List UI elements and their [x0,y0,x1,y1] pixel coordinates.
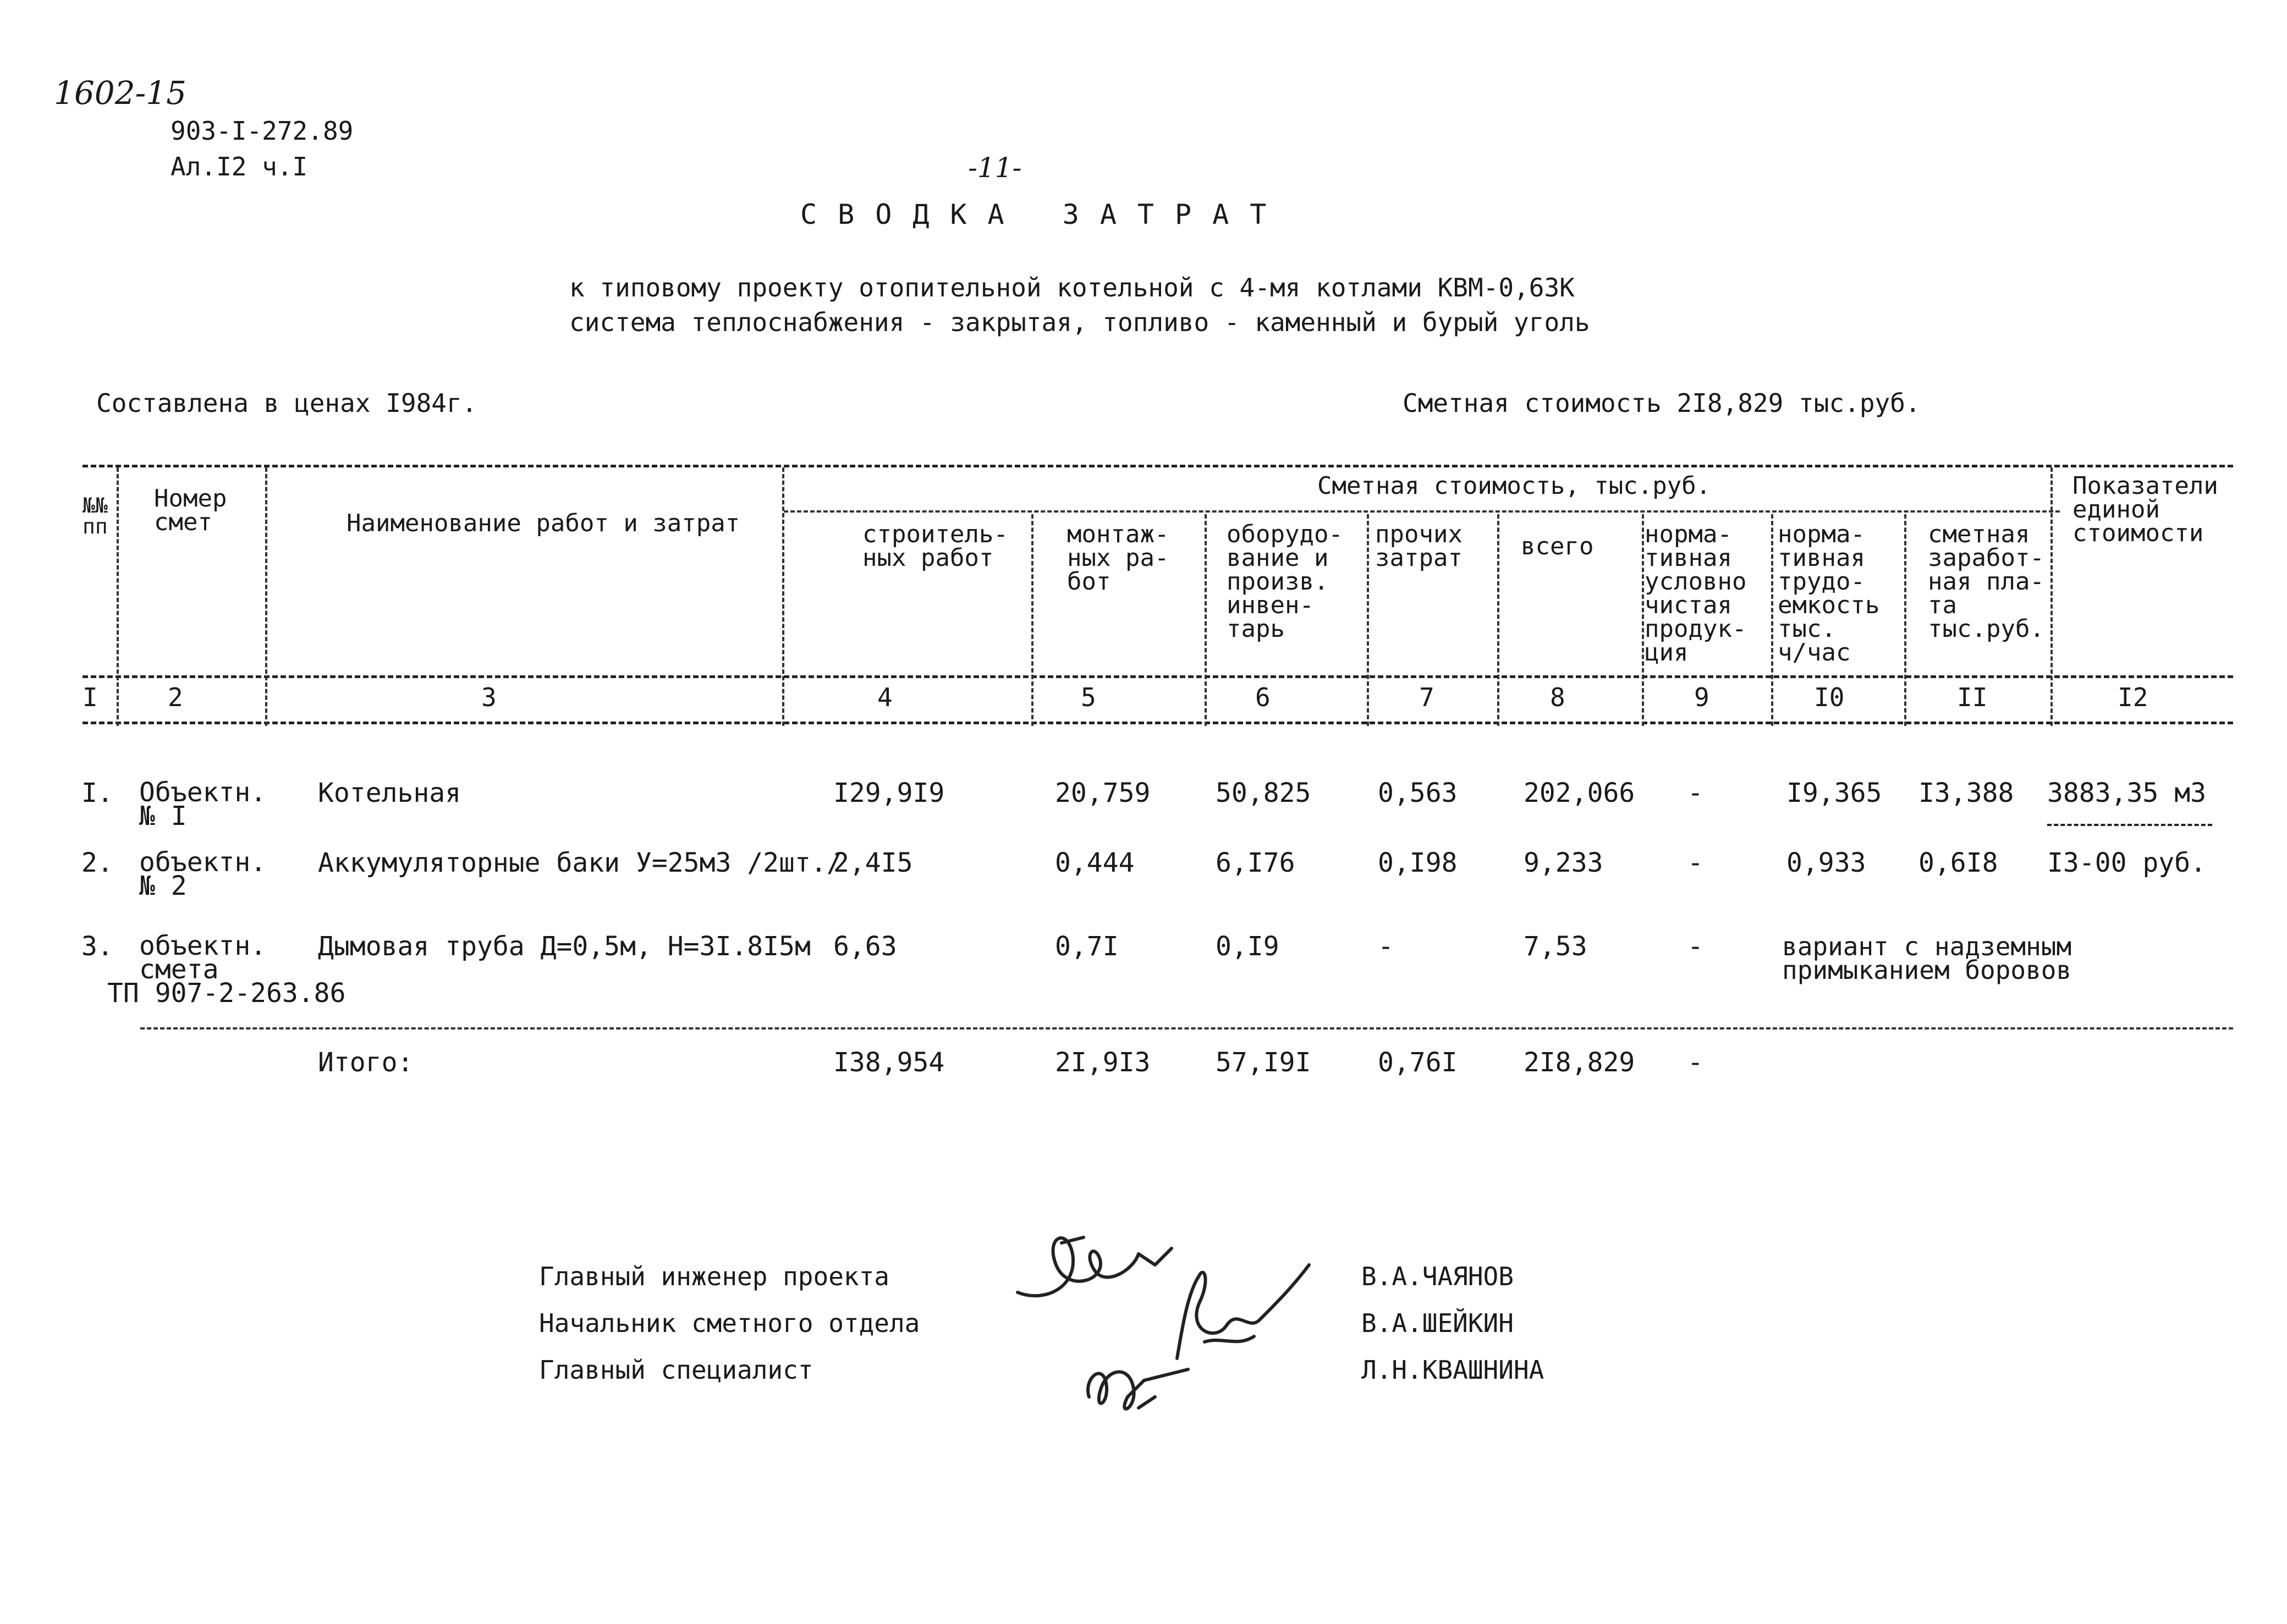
row-smeta-reference: ТП 907-2-263.86 [107,978,346,1009]
col-number: 4 [877,682,893,712]
total-equipment: 57,I9I [1216,1047,1311,1078]
total-installation: 2I,9I3 [1055,1047,1151,1078]
subtitle-line-1: к типовому проекту отопительной котельной с 4-мя котлами КВМ-0,63К [569,273,1575,302]
col-divider [1771,514,1773,726]
col-number: 6 [1255,682,1271,712]
header-work-name: Наименование работ и затрат [347,509,740,537]
signature-role: Главный специалист [539,1355,813,1385]
row-smeta: Объектн. № I [139,777,267,832]
total-other: 0,76I [1378,1047,1458,1078]
col-number: I2 [2118,682,2148,712]
row-name: Дымовая труба Д=0,5м, Н=3I.8I5м [318,931,811,962]
row-total: 9,233 [1524,847,1603,878]
estimate-cost: Сметная стоимость 2I8,829 тыс.руб. [1403,388,1921,418]
row-other: 0,I98 [1378,847,1458,878]
total-construction: I38,954 [833,1047,945,1078]
row-salary: 0,6I8 [1918,847,1998,878]
row-other: - [1378,931,1394,962]
col-divider [2050,467,2053,726]
header-salary: сметная заработ- ная пла- та тыс.руб. [1928,520,2044,643]
signature-name: Л.Н.КВАШНИНА [1361,1355,1544,1385]
col-number: I [83,682,98,712]
page-number: -11- [968,152,1022,184]
row-installation: 0,444 [1055,847,1135,878]
row-equipment: 50,825 [1216,778,1311,808]
header-labor: норма- тивная трудо- емкость тыс. ч/час [1778,520,1880,667]
signature-role: Главный инженер проекта [539,1262,889,1291]
header-smeta-number: Номер смет [154,485,227,536]
signature-mark [1078,1347,1210,1424]
row-labor: I9,365 [1786,778,1882,808]
col-number: 2 [168,682,183,712]
col-number: II [1957,682,1988,712]
col-divider [1904,514,1906,726]
row-construction: I29,9I9 [833,778,945,808]
signature-name: В.А.ШЕЙКИН [1361,1308,1514,1338]
row-unit-cost: 3883,35 м3 [2047,778,2206,808]
row-smeta: объектн. смета [139,931,267,985]
header-bottom-rule [83,675,2233,678]
row-installation: 0,7I [1055,931,1119,962]
table-top-rule [83,465,2233,467]
total-net-product: - [1687,1047,1703,1078]
signature-role: Начальник сметного отдела [539,1308,920,1338]
col-divider [1497,514,1499,726]
row-name: Котельная [318,778,461,808]
header-equipment: оборудо- вание и произв. инвен- тарь [1227,520,1343,643]
row-number: 2. [81,847,113,878]
col-divider [117,467,119,726]
group-header-rule [784,510,2060,513]
col-divider [1031,514,1033,726]
row-note: вариант с надземным примыканием боровов [1782,932,2072,985]
row-equipment: 6,I76 [1216,847,1295,878]
col-divider [1642,514,1644,726]
col-number: 9 [1694,682,1709,712]
handwritten-code: 1602-15 [54,74,187,112]
header-row-number: №№ пп [83,493,108,538]
col-divider [265,467,267,726]
row-net-product: - [1687,931,1703,962]
row-installation: 20,759 [1055,778,1151,808]
header-unit-cost: Показатели единой стоимости [2072,472,2218,547]
row-total: 202,066 [1524,778,1635,808]
album-number: Ал.I2 ч.I [171,152,308,181]
row-number: 3. [81,931,113,962]
col-number: 3 [481,682,497,712]
prices-note: Составлена в ценах I984г. [96,388,477,418]
total-label: Итого: [318,1047,414,1078]
header-total: всего [1521,532,1594,560]
col-divider [1205,514,1207,726]
header-other: прочих затрат [1375,520,1463,572]
col-divider [782,467,784,726]
col-number: I0 [1814,682,1845,712]
row-number: I. [81,778,113,808]
col-numbers-rule [83,722,2233,724]
col-number: 5 [1081,682,1096,712]
header-construction: строитель- ных работ [862,520,1008,572]
row-other: 0,563 [1378,778,1458,808]
signature-name: В.А.ЧАЯНОВ [1361,1262,1514,1291]
total-rule [140,1027,2233,1030]
header-net-product: норма- тивная условно чистая продук- ция [1645,520,1747,667]
col-number: 8 [1550,682,1565,712]
row-smeta: объектн. № 2 [139,847,267,901]
row-construction: 6,63 [833,931,897,962]
col-number: 7 [1419,682,1434,712]
document-title: СВОДКА ЗАТРАТ [800,199,1288,230]
row-name: Аккумуляторные баки У=25м3 /2шт./ [318,847,843,878]
row-net-product: - [1687,778,1703,808]
row-salary: I3,388 [1918,778,2014,808]
header-group-estimate: Сметная стоимость, тыс.руб. [1317,472,1711,500]
row-construction: 2,4I5 [833,847,913,878]
row-unit-cost: I3-00 руб. [2047,847,2206,878]
total-all: 2I8,829 [1524,1047,1635,1078]
signature-mark [1012,1221,1177,1314]
col-divider [1367,514,1369,726]
row-total: 7,53 [1524,931,1587,962]
subtitle-line-2: система теплоснабжения - закрытая, топливо - каменный и бурый уголь [569,307,1590,337]
unit-cost-underline [2047,824,2212,826]
row-net-product: - [1687,847,1703,878]
header-installation: монтаж- ных ра- бот [1067,520,1169,596]
row-equipment: 0,I9 [1216,931,1279,962]
doc-code: 903-I-272.89 [171,116,354,146]
row-labor: 0,933 [1786,847,1866,878]
